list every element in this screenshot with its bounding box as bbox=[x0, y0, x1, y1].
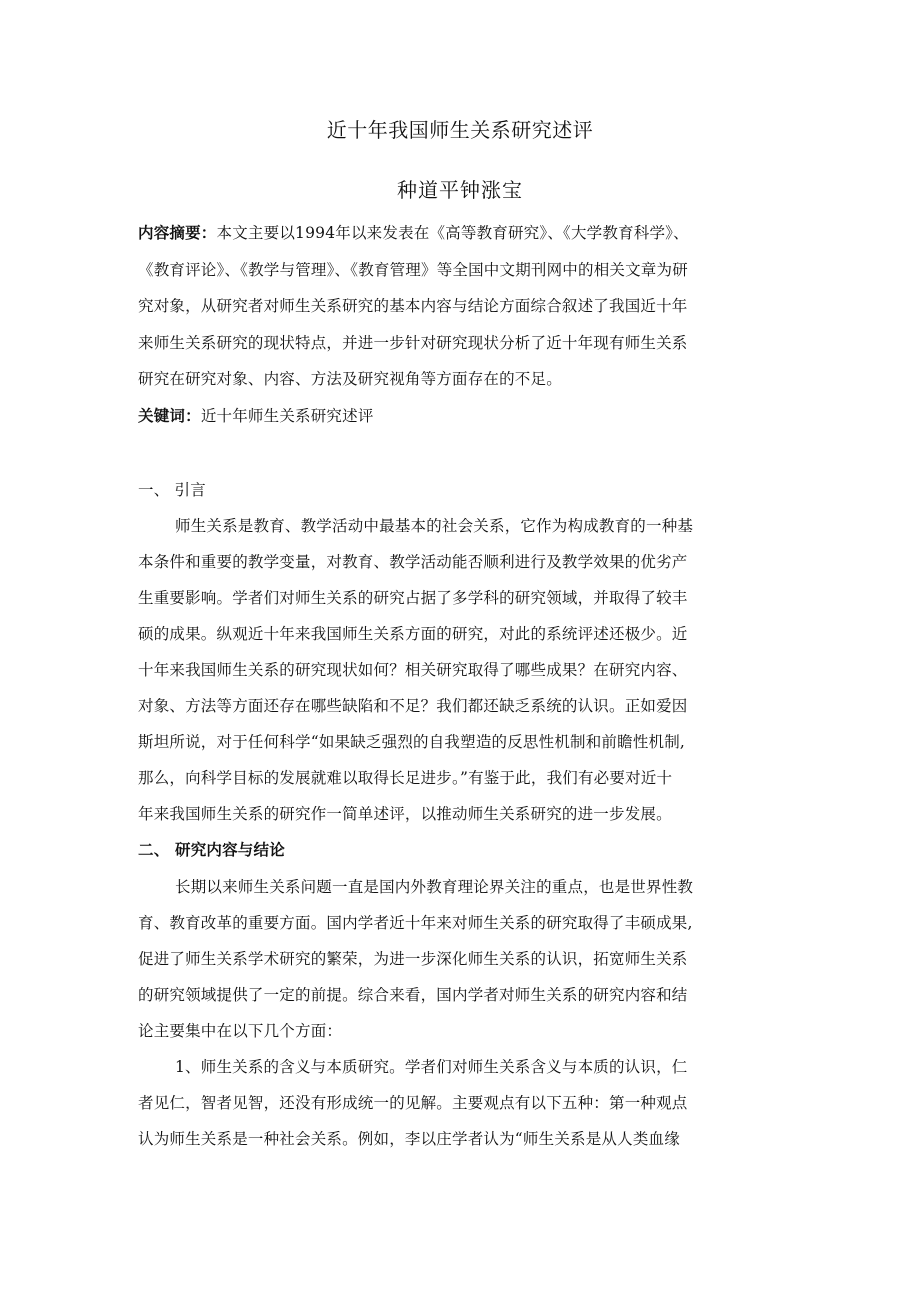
paragraph-line: 1、师生关系的含义与本质研究。学者们对师生关系含义与本质的认识，仁 bbox=[175, 1058, 688, 1076]
abstract-label: 内容摘要： bbox=[138, 223, 217, 242]
keywords-text: 近十年师生关系研究述评 bbox=[200, 407, 374, 425]
paragraph-line: 促进了师生关系学术研究的繁荣，为进一步深化师生关系的认识，拓宽师生关系 bbox=[138, 950, 688, 968]
paragraph-line: 论主要集中在以下几个方面： bbox=[138, 1022, 343, 1040]
paragraph-line: 生重要影响。学者们对师生关系的研究占据了多学科的研究领域，并取得了较丰 bbox=[138, 589, 688, 607]
abstract-line: 《教育评论》、《教学与管理》、《教育管理》等全国中文期刊网中的相关文章为研 bbox=[138, 261, 688, 279]
paragraph-line: 斯坦所说，对于任何科学“如果缺乏强烈的自我塑造的反思性机制和前瞻性机制, bbox=[138, 733, 686, 751]
paragraph-line: 年来我国师生关系的研究作一简单述评，以推动师生关系研究的进一步发展。 bbox=[138, 805, 672, 823]
paragraph-line: 十年来我国师生关系的研究现状如何？相关研究取得了哪些成果？在研究内容、 bbox=[138, 661, 688, 679]
paragraph-line: 长期以来师生关系问题一直是国内外教育理论界关注的重点，也是世界性教 bbox=[175, 878, 694, 896]
keywords-label: 关键词： bbox=[138, 406, 201, 425]
keywords-line bbox=[138, 404, 374, 426]
paragraph-line: 本条件和重要的教学变量，对教育、教学活动能否顺利进行及教学效果的优劣产 bbox=[138, 553, 688, 571]
paragraph-line: 的研究领域提供了一定的前提。综合来看，国内学者对师生关系的研究内容和结 bbox=[138, 986, 688, 1004]
abstract-line bbox=[138, 221, 689, 243]
section-heading-content: 二、 研究内容与结论 bbox=[138, 840, 285, 859]
paragraph-line: 师生关系是教育、教学活动中最基本的社会关系，它作为构成教育的一种基 bbox=[175, 517, 694, 535]
paragraph-line: 硕的成果。纵观近十年来我国师生关系方面的研究，对此的系统评述还极少。近 bbox=[138, 625, 688, 643]
document-authors: 种道平钟涨宝 bbox=[397, 178, 523, 202]
abstract-line: 研究在研究对象、内容、方法及研究视角等方面存在的不足。 bbox=[138, 370, 562, 388]
paragraph-line: 育、教育改革的重要方面。国内学者近十年来对师生关系的研究取得了丰硕成果, bbox=[138, 914, 693, 932]
paragraph-line: 那么，向科学目标的发展就难以取得长足进步。”有鉴于此，我们有必要对近十 bbox=[138, 769, 673, 787]
paragraph-line: 认为师生关系是一种社会关系。例如，李以庄学者认为“师生关系是从人类血缘 bbox=[138, 1130, 680, 1148]
section-heading-intro: 一、 引言 bbox=[138, 481, 206, 499]
abstract-text: 本文主要以1994年以来发表在《高等教育研究》、《大学教育科学》、 bbox=[216, 224, 689, 242]
paragraph-line: 者见仁，智者见智，还没有形成统一的见解。主要观点有以下五种：第一种观点 bbox=[138, 1094, 688, 1112]
abstract-line: 来师生关系研究的现状特点，并进一步针对研究现状分析了近十年现有师生关系 bbox=[138, 334, 688, 352]
document-title: 近十年我国师生关系研究述评 bbox=[326, 118, 594, 142]
abstract-line: 究对象，从研究者对师生关系研究的基本内容与结论方面综合叙述了我国近十年 bbox=[138, 297, 688, 315]
paragraph-line: 对象、方法等方面还存在哪些缺陷和不足？我们都还缺乏系统的认识。正如爱因 bbox=[138, 697, 688, 715]
